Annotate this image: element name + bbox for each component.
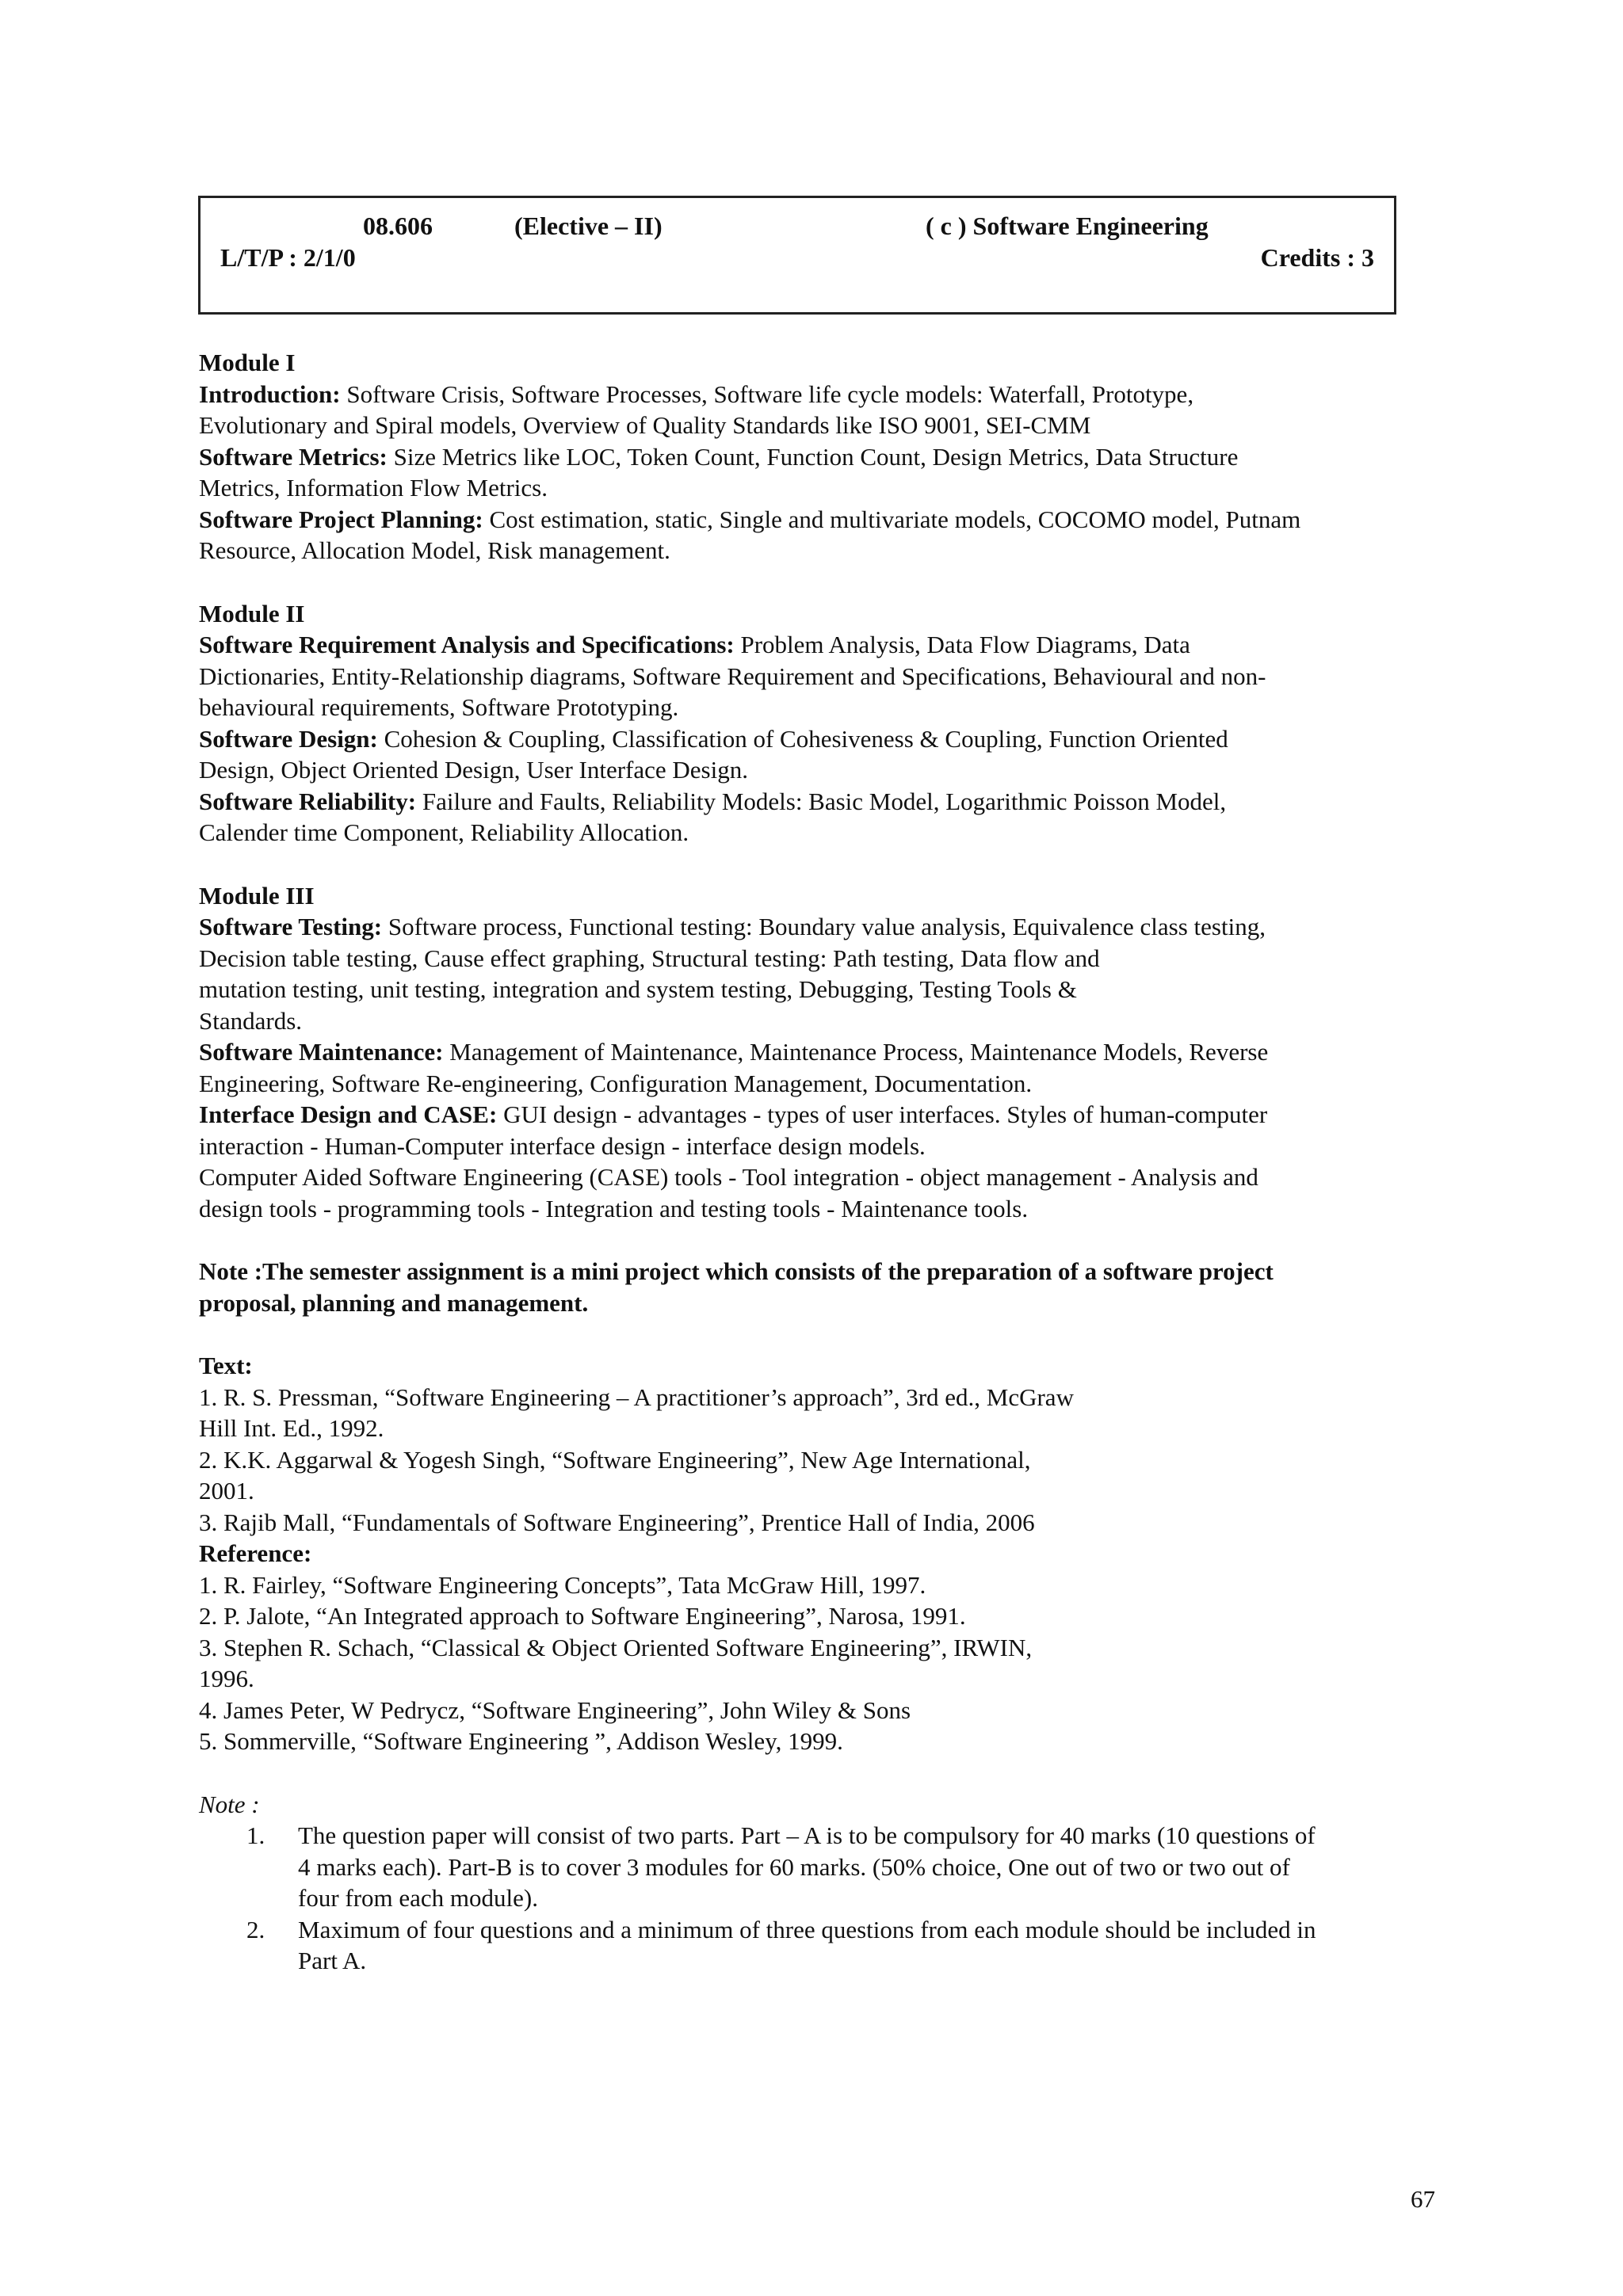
page-number: 67 (1411, 2185, 1435, 2213)
text-books-title: Text: (199, 1352, 253, 1379)
reference-item: 2. P. Jalote, “An Integrated approach to Software Engineering”, Narosa, 1991. (199, 1602, 966, 1630)
course-header-box (198, 196, 1396, 315)
ltp-label: L/T/P : 2/1/0 (220, 243, 356, 272)
exam-note-title: Note : (199, 1790, 260, 1818)
module-2-requirements: Software Requirement Analysis and Specifications: Problem Analysis, Data Flow Diagrams, Data (199, 631, 1190, 658)
subject-title: ( c ) Software Engineering (926, 212, 1209, 240)
module-2-reliability: Software Reliability: Failure and Faults, Reliability Models: Basic Model, Logarithmic Poisson Model, (199, 787, 1227, 815)
module-3-case: Interface Design and CASE: GUI design - advantages - types of user interfaces. Styles of human-computer (199, 1100, 1268, 1128)
exam-note-list (199, 1820, 1435, 1977)
text-book-item: 1. R. S. Pressman, “Software Engineering – A practitioner’s approach”, 3rd ed., McGraw (199, 1383, 1074, 1411)
reference-item: 1. R. Fairley, “Software Engineering Concepts”, Tata McGraw Hill, 1997. (199, 1570, 926, 1599)
reference-item: 4. James Peter, W Pedrycz, “Software Engineering”, John Wiley & Sons (199, 1695, 911, 1724)
assignment-note: Note :The semester assignment is a mini project which consists of the preparation of a software project (199, 1257, 1274, 1285)
module-3-title: Module III (199, 881, 315, 910)
module-2-title: Module II (199, 599, 305, 627)
exam-note-item: 1. The question paper will consist of two parts. Part – A is to be compulsory for 40 marks (10 questions of 4 marks each). Part-B is to cover 3 modules for 60 marks. (50% choice, One out of two or two out of four from each module). (246, 1821, 1316, 1912)
elective-label: (Elective – II) (514, 212, 663, 240)
syllabus-content: Module I Introduction: Software Crisis, Software Processes, Software life cycle models: Waterfall, Prototype, Evolutionary and Spiral models, Overview of Quality Standards like ISO 9001, SEI-CMM Software Metrics: Size Metrics like LOC, Token Count, Function Count, Design Metrics, Data Structure Metrics, Information Flow Metrics. Software Project Planning: Cost estimation, static, Single and multivariate models, COCOMO model, Putnam Resource, Allocation Model, Risk management. Module II Software Requirement Analysis and Specifications: Problem Analysis, Data Flow Diagrams, Data Dictionaries, Entity-Relationship diagrams, Software Requirement and Specifications, Behavioural and non- behavioural requirements, Software Prototyping. Software Design: Cohesion & Coupling, Classification of Cohesiveness & Coupling, Function Oriented Design, Object Oriented Design, User Interface Design. Software Reliability: Failure and Faults, Reliability Models: Basic Model, Logarithmic Poisson Model, Calender time Component, Reliability Allocation. Module III Software Testing: Software process, Functional testing: Boundary value analysis, Equivalence class testing, Decision table testing, Cause effect graphing, Structural testing: Path testing, Data flow and mutation testing, unit testing, integration and system testing, Debugging, Testing Tools & Standards. Software Maintenance: Management of Maintenance, Maintenance Process, Maintenance Models, Reverse Engineering, Software Re-engineering, Configuration Management, Documentation. Interface Design and CASE: GUI design - advantages - types of user interfaces. Styles of human-computer interaction - Human-Computer interface design - interface design models. Computer Aided Software Engineering (CASE) tools - Tool integration - object management - Analysis and design tools - programming tools - Integration and testing tools - Maintenance tools. Note :The semester assignment is a mini project which consists of the preparation of a software project proposal, planning and management. Text: 1. R. S. Pressman, “Software Engineering – A practitioner’s approach”, 3rd ed., McGraw Hill Int. Ed., 1992. 2. K.K. Aggarwal & Yogesh Singh, “Software Engineering”, New Age International, 2001. 3. Rajib Mall, “Fundamentals of Software Engineering”, Prentice Hall of India, 2006 Reference: 1. R. Fairley, “Software Engineering Concepts”, Tata McGraw Hill, 1997. 2. P. Jalote, “An Integrated approach to Software Engineering”, Narosa, 1991. 3. Stephen R. Schach, “Classical & Object Oriented Software Engineering”, IRWIN, 1996. 4. James Peter, W Pedrycz, “Software Engineering”, John Wiley & Sons 5. Sommerville, “Software Engineering ”, Addison Wesley, 1999. Note : 1. The question paper will consist of two parts. Part – A is to be compulsory for 40 marks (10 questions of 4 marks each). Part-B is to cover 3 modules for 60 marks. (50% choice, One out of two or two out of four from each module). 2. Maximum of four questions and a minimum of three questions from each module should be included in Part A. (199, 347, 1435, 1977)
module-3-testing: Software Testing: Software process, Functional testing: Boundary value analysis, Equivalence class testing, (199, 913, 1266, 940)
references-title: Reference: (199, 1539, 312, 1567)
module-1-intro: Introduction: Software Crisis, Software Processes, Software life cycle models: Waterfall, Prototype, (199, 379, 1194, 408)
module-1-title: Module I (199, 349, 296, 376)
text-book-item: 3. Rajib Mall, “Fundamentals of Software Engineering”, Prentice Hall of India, 2006 (199, 1508, 1035, 1536)
text-book-item: 2. K.K. Aggarwal & Yogesh Singh, “Software Engineering”, New Age International, (199, 1445, 1031, 1474)
exam-note-item: 2. Maximum of four questions and a minimum of three questions from each module should be included in Part A. (246, 1915, 1316, 1974)
module-1-planning: Software Project Planning: Cost estimation, static, Single and multivariate models, COCOMO model, Putnam (199, 505, 1301, 533)
module-3-maintenance: Software Maintenance: Management of Maintenance, Maintenance Process, Maintenance Models, Reverse (199, 1038, 1269, 1066)
credits-label: Credits : 3 (1260, 243, 1374, 272)
reference-item: 5. Sommerville, “Software Engineering ”, Addison Wesley, 1999. (199, 1727, 843, 1755)
reference-item: 3. Stephen R. Schach, “Classical & Object Oriented Software Engineering”, IRWIN, (199, 1633, 1033, 1661)
module-1-metrics: Software Metrics: Size Metrics like LOC, Token Count, Function Count, Design Metrics, Data Structure (199, 442, 1239, 471)
module-2-design: Software Design: Cohesion & Coupling, Classification of Cohesiveness & Coupling, Function Oriented (199, 724, 1228, 753)
course-code: 08.606 (363, 212, 433, 240)
